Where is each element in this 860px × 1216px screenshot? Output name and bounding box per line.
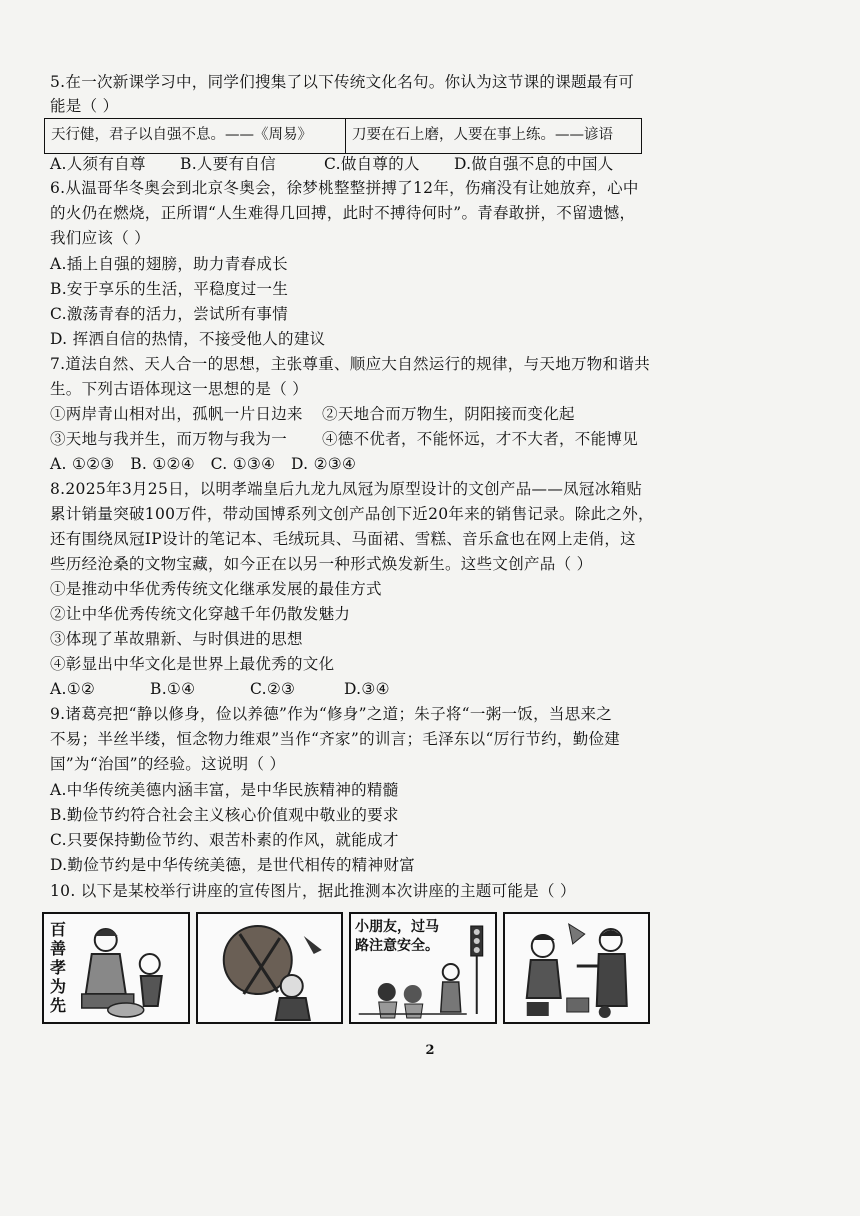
- q8-option-a: A.①②: [50, 680, 96, 698]
- q9-stem-line1: 9.诸葛亮把“静以修身，俭以养德”作为“修身”之道；朱子将“一粥一饭，当思来之: [50, 705, 613, 723]
- q8-stem-line4: 些历经沧桑的文物宝藏，如今正在以另一种形式焕发新生。这些文创产品（ ）: [50, 555, 593, 573]
- q7-items-row2: [50, 427, 830, 451]
- q8-options: [50, 677, 830, 701]
- q6-stem-line3: 我们应该（ ）: [50, 229, 151, 247]
- q7-items-row1: [50, 402, 830, 426]
- q5-stem-line1: 5.在一次新课学习中，同学们搜集了以下传统文化名句。你认为这节课的课题最有可: [50, 73, 635, 91]
- q5-option-d: D.做自强不息的中国人: [454, 155, 614, 173]
- q8-stem-line3: 还有围绕凤冠IP设计的笔记本、毛绒玩具、马面裙、雪糕、音乐盒也在网上走俏，这: [50, 530, 636, 548]
- q6-stem-line2: 的火仍在燃烧，正所谓“人生难得几回搏，此时不搏待何时”。青春敢拼，不留遗憾，: [50, 204, 636, 222]
- q8-stem-line1: 8.2025年3月25日，以明孝端皇后九龙九凤冠为原型设计的文创产品——凤冠冰箱贴: [50, 480, 643, 498]
- q9-option-c: C.只要保持勤俭节约、艰苦朴素的作风，就能成才: [50, 831, 399, 849]
- q9-option-d: D.勤俭节约是中华传统美德，是世代相传的精神财富: [50, 856, 416, 874]
- q10-picture-strip: [42, 912, 650, 1024]
- q8-stem-line2: 累计销量突破100万件，带动国博系列文创产品创下近20年来的销售记录。除此之外，: [50, 505, 654, 523]
- q10-stem: 10. 以下是某校举行讲座的宣传图片，据此推测本次讲座的主题可能是（ ）: [50, 882, 576, 900]
- traffic-safety-illustration: [351, 914, 495, 1022]
- q8-option-c: C.②③: [250, 680, 296, 698]
- q9-stem-line2: 不易；半丝半缕，恒念物力维艰”当作“齐家”的训言；毛泽东以“厉行节约，勤俭建: [50, 730, 621, 748]
- q8-item-3: ③体现了革故鼎新、与时俱进的思想: [50, 630, 303, 648]
- page-number: 2: [425, 1043, 435, 1058]
- q5-stem-line2: 能是（ ）: [50, 97, 119, 115]
- q10-picture-filial-piety: [42, 912, 190, 1024]
- q10-picture-traffic-safety: [349, 912, 497, 1024]
- q8-option-b: B.①④: [150, 680, 196, 698]
- q6-option-a: A.插上自强的翅膀，助力青春成长: [50, 255, 288, 273]
- q6-option-b: B.安于享乐的生活，平稳度过一生: [50, 280, 289, 298]
- q7-stem-line2: 生。下列古语体现这一思想的是（ ）: [50, 380, 309, 398]
- q6-option-d: D. 挥洒自信的热情，不接受他人的建议: [50, 330, 326, 348]
- q6-option-c: C.激荡青春的活力，尝试所有事情: [50, 305, 289, 323]
- q7-options: A. ①②③ B. ①②④ C. ①③④ D. ②③④: [50, 455, 357, 473]
- q6-stem-line1: 6.从温哥华冬奥会到北京冬奥会，徐梦桃整整拼搏了12年，伤痛没有让她放弃，心中: [50, 179, 639, 197]
- q9-option-b: B.勤俭节约符合社会主义核心价值观中敬业的要求: [50, 806, 399, 824]
- q10-picture-hero: [196, 912, 344, 1024]
- q7-item-4: ④德不优者，不能怀远，才不大者，不能博见: [322, 430, 639, 448]
- q8-item-4: ④彰显出中华文化是世界上最优秀的文化: [50, 655, 335, 673]
- q7-item-3: ③天地与我并生，而万物与我为一: [50, 430, 288, 448]
- filial-piety-illustration: [44, 914, 188, 1022]
- q9-option-a: A.中华传统美德内涵丰富，是中华民族精神的精髓: [50, 781, 399, 799]
- q7-stem-line1: 7.道法自然、天人合一的思想，主张尊重、顺应大自然运行的规律，与天地万物和谐共: [50, 355, 650, 373]
- q5-quote-left: 天行健，君子以自强不息。——《周易》: [45, 119, 346, 153]
- q7-item-2: ②天地合而万物生，阴阳接而变化起: [322, 405, 575, 423]
- q5-quote-table: [44, 118, 642, 154]
- q7-item-1: ①两岸青山相对出，孤帆一片日边来: [50, 405, 303, 423]
- traffic-safety-speech: 小朋友，过马 路注意安全。: [355, 919, 439, 954]
- q5-option-c: C.做自尊的人: [324, 155, 420, 173]
- q5-option-a: A.人须有自尊: [50, 155, 146, 173]
- q8-item-2: ②让中华优秀传统文化穿越千年仍散发魅力: [50, 605, 351, 623]
- q8-option-d: D.③④: [344, 680, 390, 698]
- q10-picture-integrity: [503, 912, 651, 1024]
- integrity-illustration: [505, 914, 649, 1022]
- q8-item-1: ①是推动中华优秀传统文化继承发展的最佳方式: [50, 580, 382, 598]
- q5-options: [50, 152, 830, 176]
- q5-quote-right: 刀要在石上磨，人要在事上练。——谚语: [352, 127, 613, 143]
- hero-illustration: [198, 914, 342, 1022]
- q5-option-b: B.人要有自信: [180, 155, 276, 173]
- q9-stem-line3: 国”为“治国”的经验。这说明（ ）: [50, 755, 286, 773]
- filial-piety-caption: 百善孝为先: [49, 920, 66, 1015]
